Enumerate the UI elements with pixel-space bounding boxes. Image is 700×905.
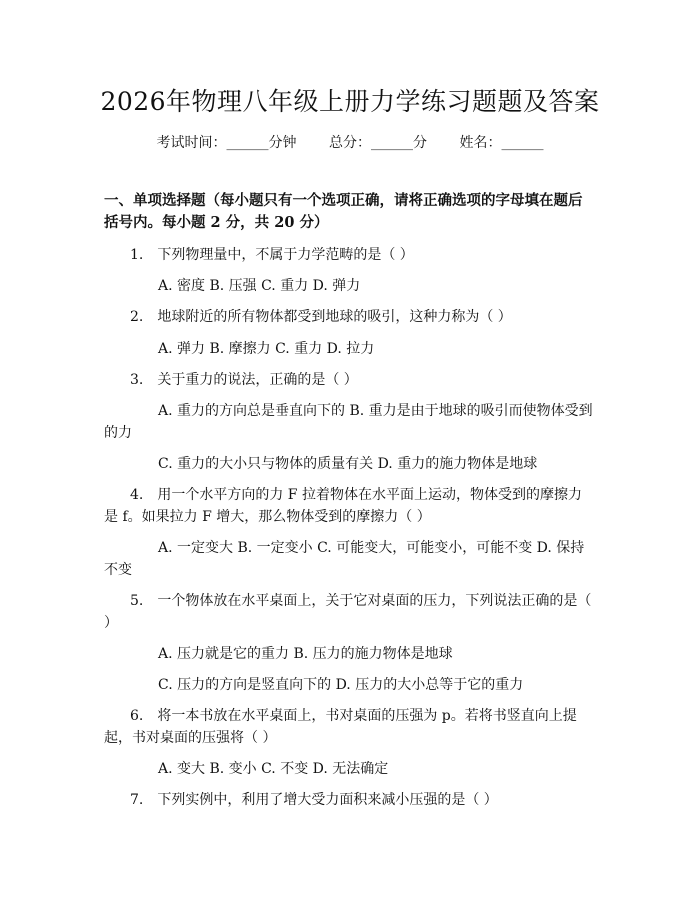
question-3-options-line-1: A. 重力的方向总是垂直向下的 B. 重力是由于地球的吸引而使物体受到的力 [104, 403, 593, 441]
exam-time-field: 考试时间：______分钟 [156, 135, 297, 151]
question-3-stem: 3. 关于重力的说法，正确的是（ ） [130, 372, 358, 388]
question-1-stem: 1. 下列物理量中，不属于力学范畴的是（ ） [130, 247, 414, 263]
student-name-field: 姓名：______ [459, 135, 544, 151]
question-6-stem: 6. 将一本书放在水平桌面上，书对桌面的压强为 p。若将书竖直向上提起，书对桌面的压强将（ ） [104, 708, 577, 746]
total-score-field: 总分：______分 [329, 135, 427, 151]
question-3-options-line-2: C. 重力的大小只与物体的质量有关 D. 重力的施力物体是地球 [158, 456, 538, 472]
question-4-stem: 4. 用一个水平方向的力 F 拉着物体在水平面上运动，物体受到的摩擦力是 f。如果拉力 F 增大，那么物体受到的摩擦力（ ） [104, 487, 582, 525]
question-5-stem: 5. 一个物体放在水平桌面上，关于它对桌面的压力，下列说法正确的是（ ） [104, 593, 592, 631]
section-heading: 一、单项选择题（每小题只有一个选项正确，请将正确选项的字母填在题后括号内。每小题 2 分，共 20 分） [104, 192, 583, 231]
document-title: 2026年物理八年级上册力学练习题题及答案 [100, 87, 600, 116]
question-5-options-line-1: A. 压力就是它的重力 B. 压力的施力物体是地球 [158, 646, 453, 662]
question-1-options: A. 密度 B. 压强 C. 重力 D. 弹力 [158, 278, 361, 294]
exam-info-line [0, 132, 700, 152]
question-7-stem: 7. 下列实例中，利用了增大受力面积来减小压强的是（ ） [130, 792, 498, 808]
question-2-options: A. 弹力 B. 摩擦力 C. 重力 D. 拉力 [158, 341, 375, 357]
question-4-options: A. 一定变大 B. 一定变小 C. 可能变大，可能变小，可能不变 D. 保持不变 [104, 540, 585, 578]
question-6-options: A. 变大 B. 变小 C. 不变 D. 无法确定 [158, 761, 389, 777]
question-2-stem: 2. 地球附近的所有物体都受到地球的吸引，这种力称为（ ） [130, 309, 512, 325]
question-5-options-line-2: C. 压力的方向是竖直向下的 D. 压力的大小总等于它的重力 [158, 677, 524, 693]
